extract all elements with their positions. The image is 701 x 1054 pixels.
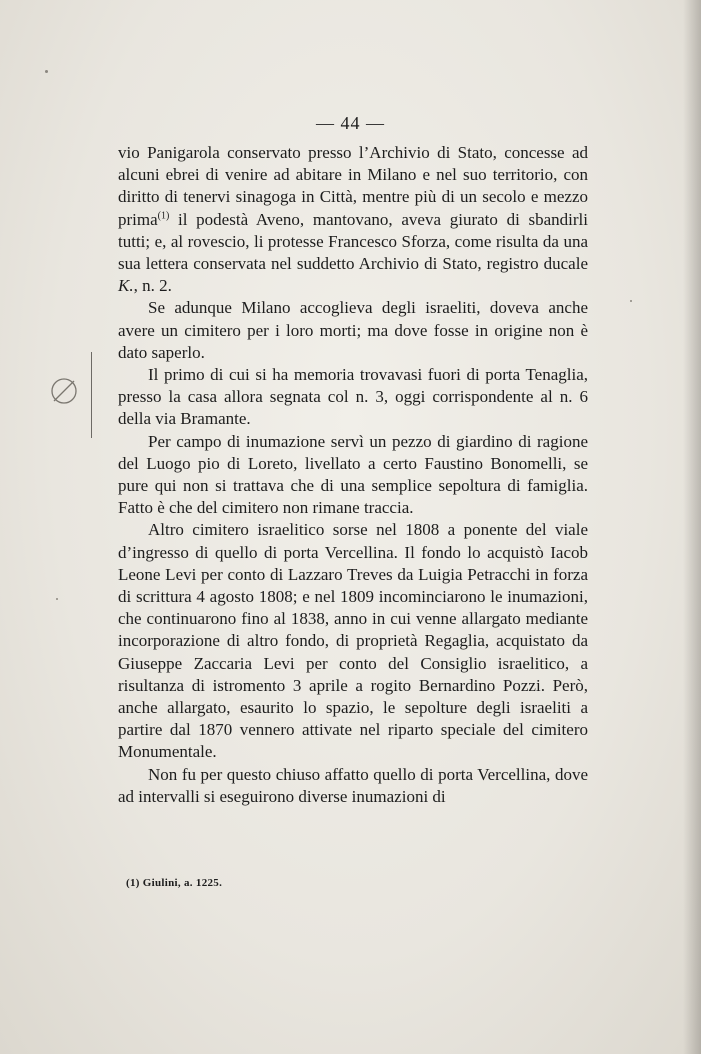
paragraph: Se adunque Milano accoglieva degli israeliti, doveva anche avere un cimitero per i loro morti; ma dove fosse in origine non è dato saperlo. [118, 298, 588, 362]
paragraph: Per campo di inumazione servì un pezzo di giardino di ragione del Luogo pio di Loreto, livellato a certo Faustino Bonomelli, se pure qui non si trattava che di una semplice sepoltura di famiglia. Fatto è che del cimitero non rimane traccia. [118, 431, 588, 518]
body-text [118, 142, 588, 808]
page-number: — 44 — [316, 113, 385, 133]
paragraph [118, 142, 588, 297]
paper-speck [630, 300, 632, 302]
italic-reference: K. [118, 276, 134, 296]
paragraph-text: vio Panigarola conservato presso l’Archivio di Stato, concesse ad alcuni ebrei di venire ad abitare in Milano e nel suo territorio, con diritto di tenervi sinagoga in Città, mentre più di un secolo e mezzo prima [118, 143, 588, 229]
paragraph: Non fu per questo chiuso affatto quello di porta Vercellina, dove ad intervalli si eseguirono diverse inumazioni di [118, 764, 588, 806]
paper-speck [56, 598, 58, 600]
margin-vertical-line [91, 352, 92, 438]
paper-speck [45, 70, 48, 73]
paragraph-text: , n. 2. [133, 276, 172, 296]
page-spine-shadow [683, 0, 701, 1054]
footnote-reference: (1) [157, 209, 170, 221]
paragraph: Altro cimitero israelitico sorse nel 1808 a ponente del viale d’ingresso di quello di porta Vercellina. Il fondo lo acquistò Iacob Leone Levi per conto di Lazzaro Treves da Luigia Petracchi in forza di scrittura 4 agosto 1808; e nel 1809 incominciarono le inumazioni, che continuarono fino al 1838, anno in cui venne allargato mediante incorporazione di altro fondo, di proprietà Regaglia, acquistato da Giuseppe Zaccaria Levi per conto del Consiglio israelitico, a risultanza di istromento 3 aprile a rogito Bernardino Pozzi. Però, anche allargato, esaurito lo spazio, le sepolture degli israeliti a partire dal 1870 vennero attivate nel riparto speciale del cimitero Monumentale. [118, 520, 588, 762]
margin-handwritten-mark [46, 373, 82, 409]
paragraph: Il primo di cui si ha memoria trovavasi fuori di porta Tenaglia, presso la casa allora segnata col n. 3, oggi corrispondente al n. 6 della via Bramante. [118, 365, 588, 429]
footnote: (1) Giulini, a. 1225. [126, 877, 223, 889]
paragraph-text: il podestà Aveno, mantovano, aveva giurato di sbandirli tutti; e, al rovescio, li protesse Francesco Sforza, come risulta da una sua lettera conservata nel suddetto Archivio di Stato, registro ducale [118, 209, 588, 274]
